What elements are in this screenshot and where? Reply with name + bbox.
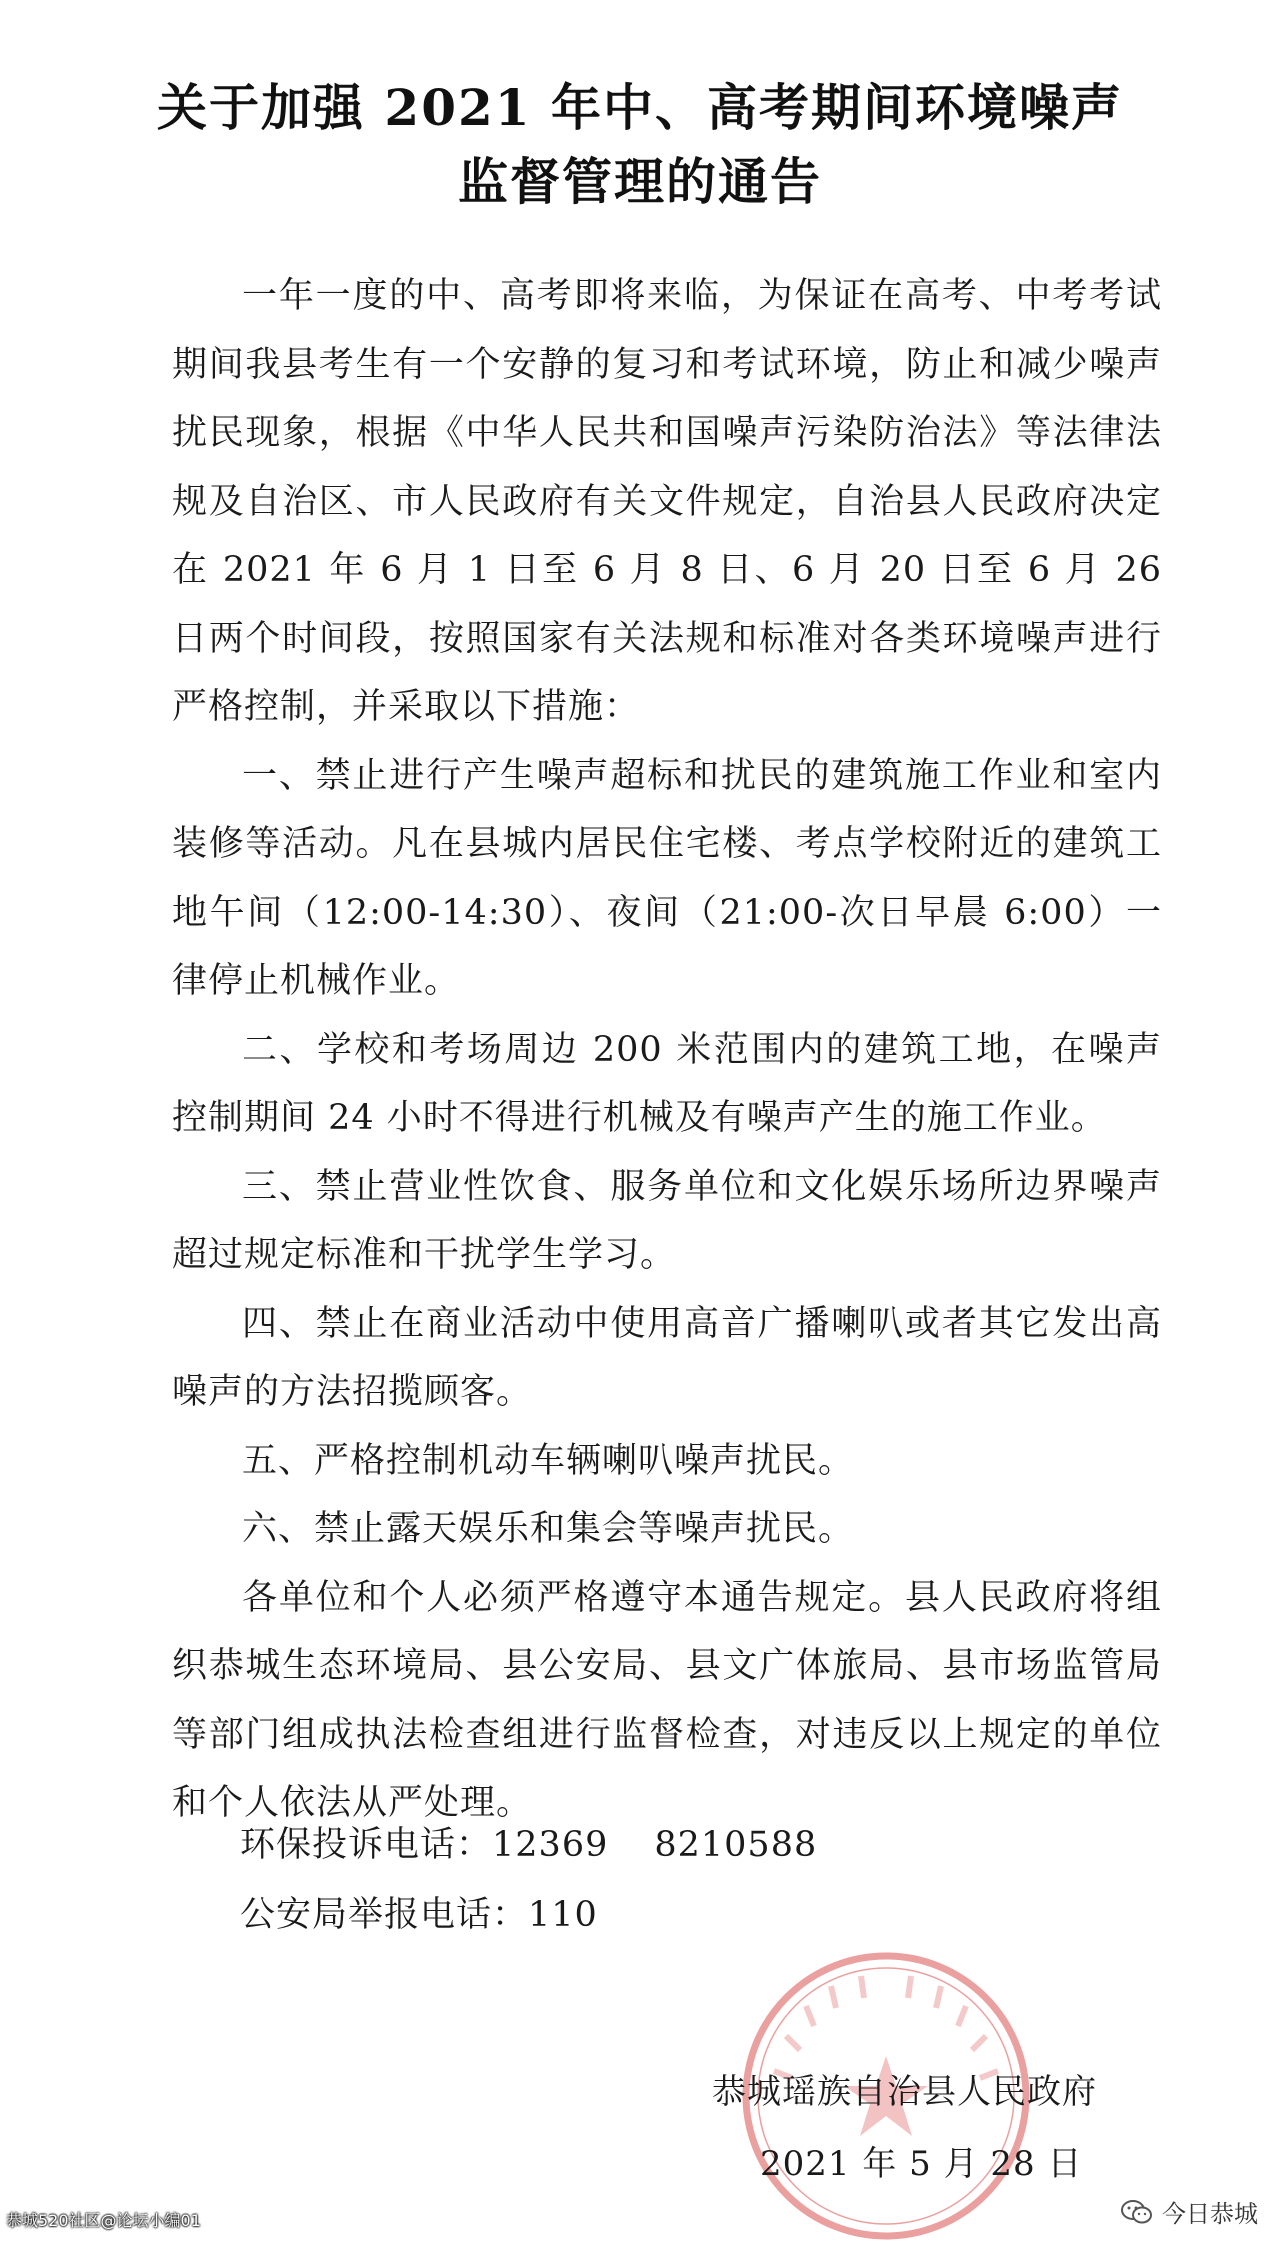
notice-body xyxy=(172,262,1162,1838)
issuing-authority: 恭城瑶族自治县人民政府 xyxy=(712,2072,1097,2112)
env-complaint-label: 环保投诉电话： xyxy=(240,1825,493,1865)
wechat-account-name: 今日恭城 xyxy=(1162,2200,1258,2228)
paragraph-measure-2: 二、学校和考场周边 200 米范围内的建筑工地，在噪声控制期间 24 小时不得进行机械及有噪声产生的施工作业。 xyxy=(172,1029,1162,1138)
env-complaint-line xyxy=(240,1810,817,1880)
paragraph-measure-5: 五、严格控制机动车辆喇叭噪声扰民。 xyxy=(242,1440,855,1481)
paragraph-intro: 一年一度的中、高考即将来临，为保证在高考、中考考试期间我县考生有一个安静的复习和考试环境，防止和减少噪声扰民现象，根据《中华人民共和国噪声污染防治法》等法律法规及自治区、市人民政府有关文件规定，自治县人民政府决定在 2021 年 6 月 1 日至 6 月 8 日、6 月 20 日至 6 月 26 日两个时间段，按照国家有关法规和标准对各类环境噪声进行严格控制，并采取以下措施： xyxy=(172,276,1162,727)
police-phone: 110 xyxy=(528,1895,598,1935)
paragraph-measure-3: 三、禁止营业性饮食、服务单位和文化娱乐场所边界噪声超过规定标准和干扰学生学习。 xyxy=(172,1166,1162,1275)
paragraph-measure-6: 六、禁止露天娱乐和集会等噪声扰民。 xyxy=(242,1509,855,1549)
issue-date: 2021 年 5 月 28 日 xyxy=(760,2144,1083,2184)
env-phone-2: 8210588 xyxy=(654,1825,818,1865)
notice-title-line-2: 监督管理的通告 xyxy=(458,152,822,211)
wechat-icon xyxy=(1120,2198,1154,2226)
env-phone-1: 12369 xyxy=(492,1825,609,1865)
police-report-line xyxy=(240,1880,817,1950)
paragraph-closing: 各单位和个人必须严格遵守本通告规定。县人民政府将组织恭城生态环境局、县公安局、县文广体旅局、县市场监管局等部门组成执法检查组进行监督检查，对违反以上规定的单位和个人依法从严处理。 xyxy=(172,1577,1162,1823)
contact-block xyxy=(240,1810,817,1950)
notice-title-line-1: 关于加强 2021 年中、高考期间环境噪声 xyxy=(157,78,1123,137)
paragraph-measure-4: 四、禁止在商业活动中使用高音广播喇叭或者其它发出高噪声的方法招揽顾客。 xyxy=(172,1303,1162,1412)
paragraph-measure-1: 一、禁止进行产生噪声超标和扰民的建筑施工作业和室内装修等活动。凡在县城内居民住宅楼、考点学校附近的建筑工地午间（12:00-14:30）、夜间（21:00-次日早晨 6:00）一律停止机械作业。 xyxy=(172,755,1162,1001)
forum-watermark: 恭城520社区@论坛小编01 xyxy=(6,2211,201,2230)
wechat-watermark xyxy=(1120,2194,1258,2229)
police-report-label: 公安局举报电话： xyxy=(240,1895,529,1935)
